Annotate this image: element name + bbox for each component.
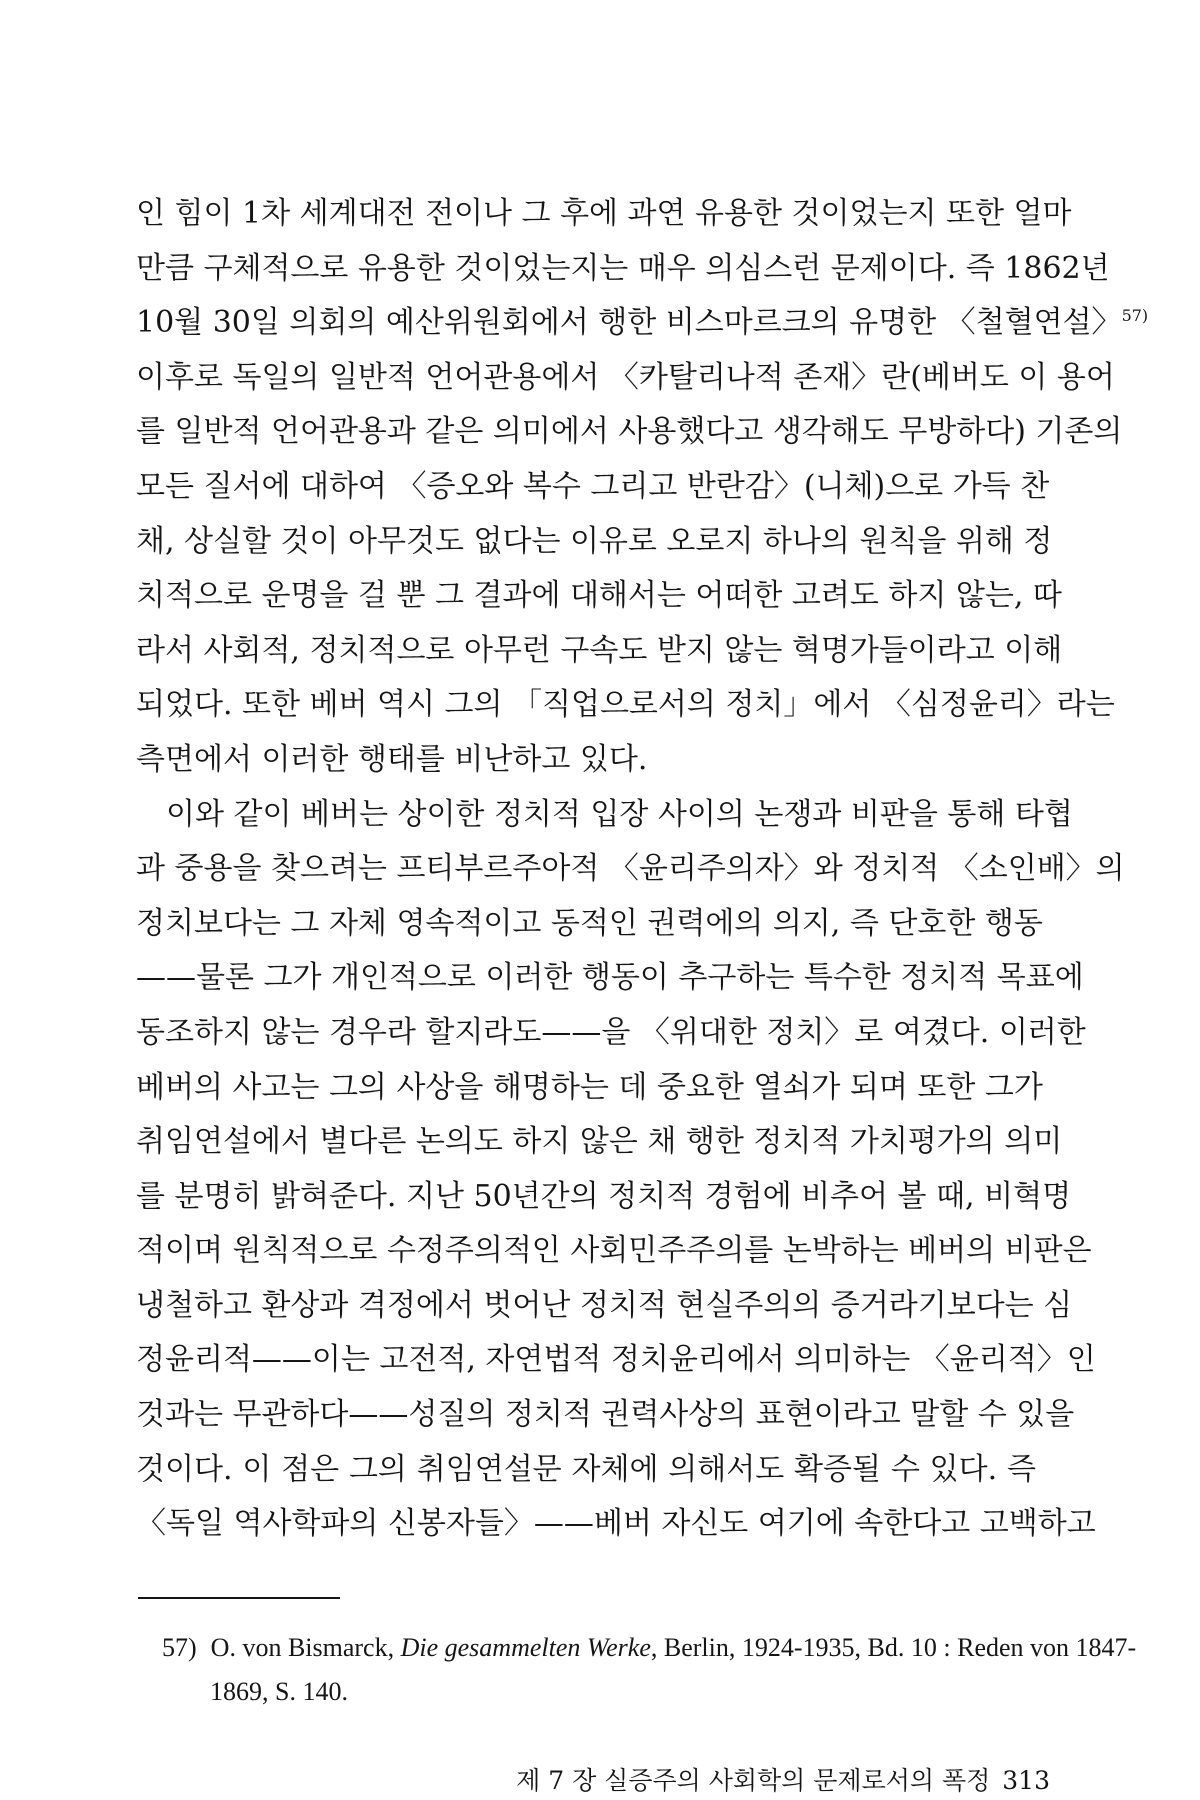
text-line: ——물론 그가 개인적으로 이러한 행동이 추구하는 특수한 정치적 목표에 <box>136 960 1084 996</box>
body-text <box>136 187 1149 1552</box>
footnote-line <box>162 1626 1137 1670</box>
page-number: 313 <box>1002 1766 1050 1795</box>
text-line: 인 힘이 1차 세계대전 전이나 그 후에 과연 유용한 것이었는지 또한 얼마 <box>136 196 1072 231</box>
text-line-content: 10월 30일 의회의 예산위원회에서 행한 비스마르크의 유명한 〈철혈연설〉 <box>136 305 1122 341</box>
text-line: 과 중용을 찾으려는 프티부르주아적 〈윤리주의자〉와 정치적 〈소인배〉의 <box>136 851 1125 887</box>
paragraph-first-line: 이와 같이 베버는 상이한 정치적 입장 사이의 논쟁과 비판을 통해 타협 <box>166 796 1073 832</box>
text-line: 를 일반적 언어관용과 같은 의미에서 사용했다고 생각해도 무방하다) 기존의 <box>136 414 1123 450</box>
footnote-divider <box>138 1597 340 1599</box>
text-line: 동조하지 않는 경우라 할지라도——을 〈위대한 정치〉로 여겼다. 이러한 <box>136 1014 1086 1050</box>
footnote-line-continued: 1869, S. 140. <box>210 1677 348 1706</box>
text-line: 채, 상실할 것이 아무것도 없다는 이유로 오로지 하나의 원칙을 위해 정 <box>136 523 1053 559</box>
footnote-author: O. von Bismarck, <box>210 1633 395 1662</box>
text-line: 측면에서 이러한 행태를 비난하고 있다. <box>136 741 648 777</box>
running-footer <box>516 1761 1050 1797</box>
text-line: 치적으로 운명을 걸 뿐 그 결과에 대해서는 어떠한 고려도 하지 않는, 따 <box>136 578 1062 614</box>
footnote <box>162 1626 1137 1714</box>
text-line <box>136 296 1149 351</box>
text-line: 것이다. 이 점은 그의 취임연설문 자체에 의해서도 확증될 수 있다. 즉 <box>136 1451 1036 1487</box>
footnote-citation: , Berlin, 1924-1935, Bd. 10 : Reden von 1847- <box>650 1633 1137 1662</box>
text-line: 적이며 원칙적으로 수정주의적인 사회민주주의를 논박하는 베버의 비판은 <box>136 1233 1092 1269</box>
text-line: 만큼 구체적으로 유용한 것이었는지는 매우 의심스런 문제이다. 즉 1862년 <box>136 250 1110 286</box>
text-line: 모든 질서에 대하여 〈증오와 복수 그리고 반란감〉(니체)으로 가득 찬 <box>136 468 1050 504</box>
text-line: 라서 사회적, 정치적으로 아무런 구속도 받지 않는 혁명가들이라고 이해 <box>136 632 1063 668</box>
text-line: 베버의 사고는 그의 사상을 해명하는 데 중요한 열쇠가 되며 또한 그가 <box>136 1069 1043 1105</box>
footnote-number: 57) <box>162 1633 197 1662</box>
text-line: 냉철하고 환상과 격정에서 벗어난 정치적 현실주의의 증거라기보다는 심 <box>136 1287 1073 1323</box>
text-line: 정치보다는 그 자체 영속적이고 동적인 권력에의 의지, 즉 단호한 행동 <box>136 905 1043 941</box>
footnote-work-title: Die gesammelten Werke <box>400 1633 651 1662</box>
text-line: 되었다. 또한 베버 역시 그의 「직업으로서의 정치」에서 〈심정윤리〉라는 <box>136 687 1115 723</box>
text-line: 정윤리적——이는 고전적, 자연법적 정치윤리에서 의미하는 〈윤리적〉인 <box>136 1342 1096 1378</box>
text-line: 것과는 무관하다——성질의 정치적 권력사상의 표현이라고 말할 수 있을 <box>136 1397 1075 1433</box>
text-line: 이후로 독일의 일반적 언어관용에서 〈카탈리나적 존재〉란(베버도 이 용어 <box>136 359 1115 395</box>
footnote-marker: 57) <box>1121 306 1149 326</box>
text-line: 취임연설에서 별다른 논의도 하지 않은 채 행한 정치적 가치평가의 의미 <box>136 1124 1063 1160</box>
text-line: 〈독일 역사학파의 신봉자들〉——베버 자신도 여기에 속한다고 고백하고 <box>136 1506 1096 1542</box>
chapter-title: 제 7 장 실증주의 사회학의 문제로서의 폭정 <box>516 1766 991 1795</box>
text-line: 를 분명히 밝혀준다. 지난 50년간의 정치적 경험에 비추어 볼 때, 비혁명 <box>136 1178 1072 1214</box>
